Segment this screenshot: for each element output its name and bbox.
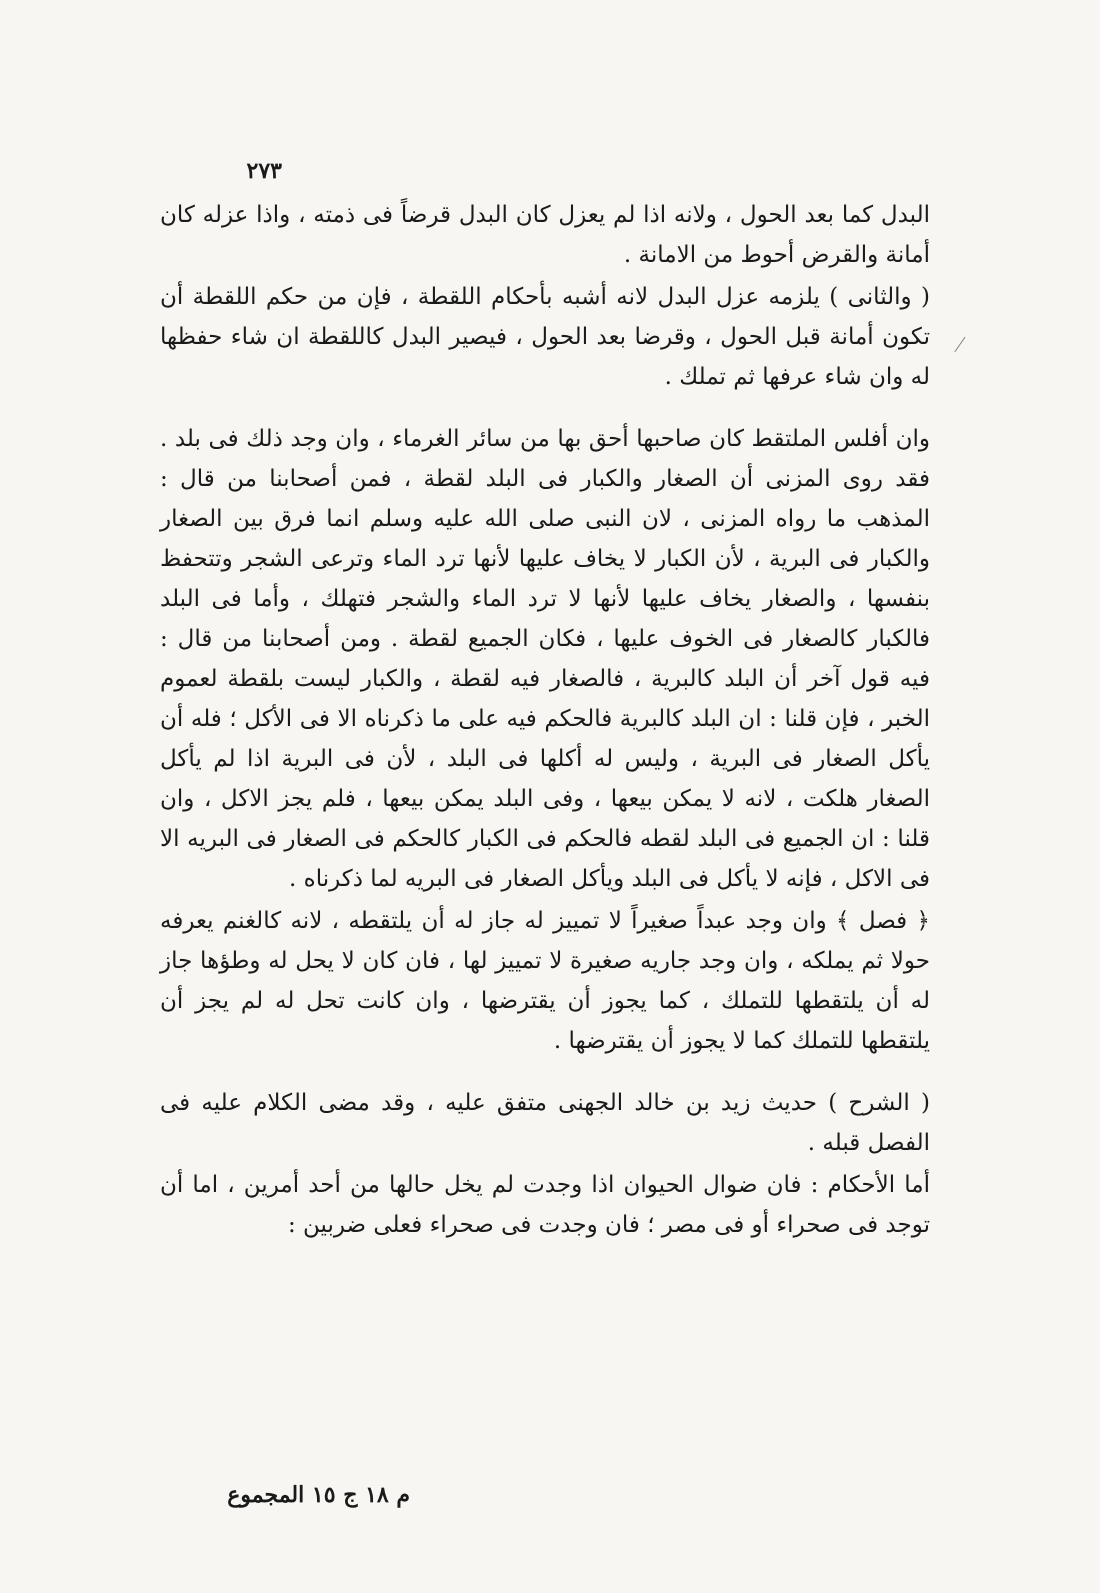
paragraph-4-fasl: ﴿ فصل ﴾ وان وجد عبداً صغيراً لا تمييز له جاز له أن يلتقطه ، لانه كالغنم يعرفه حولا ثم يملكه ، وان وجد جاريه صغيرة لا تمييز لها ، فان كان لا يحل له وطؤها جاز له أن يلتقطها للتملك ، كما يجوز أن يقترضها ، وان كانت تحل له لم يجز أن يلتقطها للتملك كما لا يجوز أن يقترضها . — [160, 908, 930, 1054]
paragraph-3: وان أفلس الملتقط كان صاحبها أحق بها من سائر الغرماء ، وان وجد ذلك فى بلد . فقد روى المزنى أن الصغار والكبار فى البلد لقطة ، فمن أصحابنا من قال : المذهب ما رواه المزنى ، لان النبى صلى الله عليه وسلم انما فرق بين الصغار والكبار فى البرية ، لأن الكبار لا يخاف عليها لأنها ترد الماء وترعى الشجر وتتحفظ بنفسها ، والصغار يخاف عليها لأنها لا ترد الماء والشجر فتهلك ، وأما فى البلد فالكبار كالصغار فى الخوف عليها ، فكان الجميع لقطة . ومن أصحابنا من قال : فيه قول آخر أن البلد كالبرية ، فالصغار فيه لقطة ، والكبار ليست بلقطة لعموم الخبر ، فإن قلنا : ان البلد كالبرية فالحكم فيه على ما ذكرناه الا فى الأكل ؛ فله أن يأكل الصغار فى البرية ، وليس له أكلها فى البلد ، لأن فى البرية اذا لم يأكل الصغار هلكت ، لانه لا يمكن بيعها ، وفى البلد يمكن بيعها ، فلم يجز الاكل ، وان قلنا : ان الجميع فى البلد لقطه فالحكم فى الكبار كالحكم فى الصغار فى البريه الا فى الاكل ، فإنه لا يأكل فى البلد ويأكل الصغار فى البريه لما ذكرناه . — [160, 426, 930, 892]
body-text — [160, 195, 930, 1245]
page-number: ٢٧٣ — [246, 158, 282, 184]
paragraph-5-sharh: ( الشرح ) حديث زيد بن خالد الجهنى متفق عليه ، وقد مضى الكلام عليه فى الفصل قبله . — [160, 1090, 930, 1156]
margin-mark — [954, 337, 978, 361]
printer-signature: م ١٨ ج ١٥ المجموع — [227, 1482, 410, 1508]
paragraph-2: ( والثانى ) يلزمه عزل البدل لانه أشبه بأحكام اللقطة ، فإن من حكم اللقطة أن تكون أمانة قبل الحول ، وقرضا بعد الحول ، فيصير البدل كاللقطة ان شاء حفظها له وان شاء عرفها ثم تملك . — [160, 284, 930, 390]
paragraph-1: البدل كما بعد الحول ، ولانه اذا لم يعزل كان البدل قرضاً فى ذمته ، واذا عزله كان أمانة والقرض أحوط من الامانة . — [160, 202, 930, 268]
paragraph-6-ahkam: أما الأحكام : فان ضوال الحيوان اذا وجدت لم يخل حالها من أحد أمرين ، اما أن توجد فى صحراء أو فى مصر ؛ فان وجدت فى صحراء فعلى ضربين : — [160, 1172, 930, 1238]
